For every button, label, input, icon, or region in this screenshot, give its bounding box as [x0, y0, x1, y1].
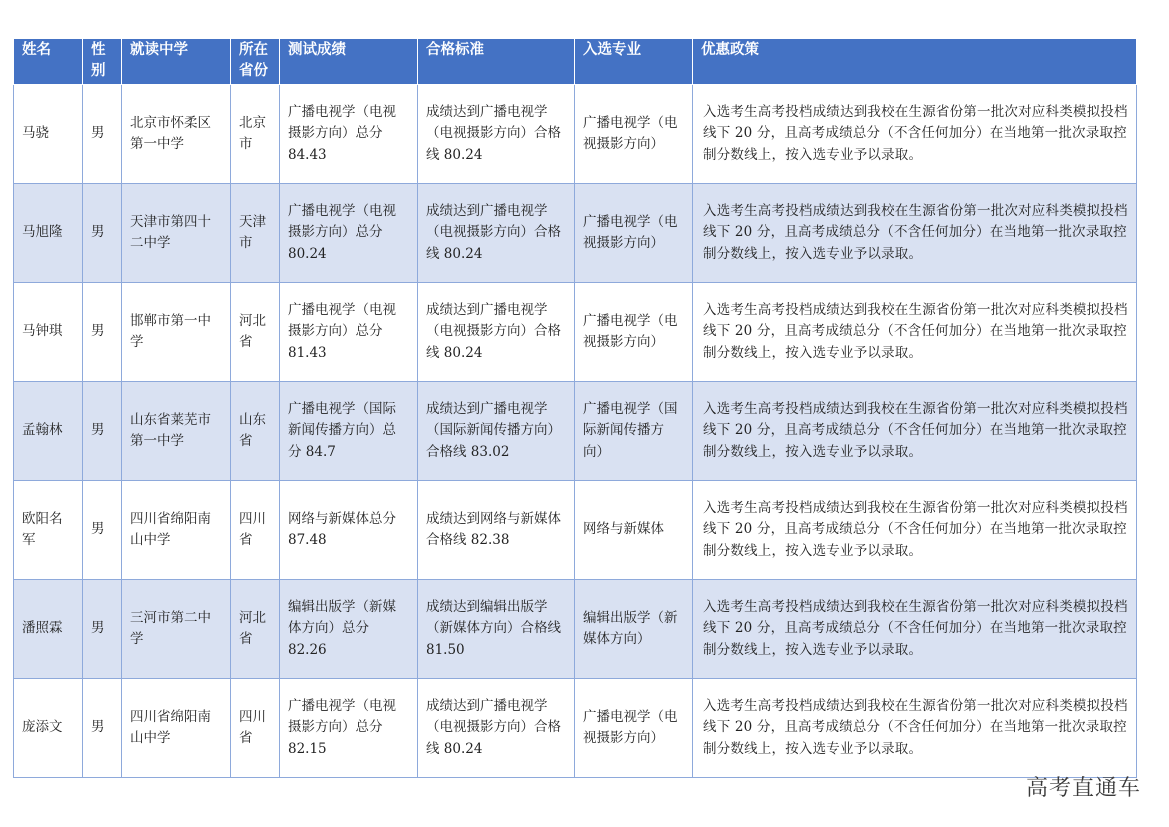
- cell-gender: 男: [83, 481, 122, 580]
- header-preferential-policy: 优惠政策: [693, 39, 1137, 85]
- table-row: [14, 184, 1137, 283]
- cell-province: 天津市: [231, 184, 280, 283]
- header-selected-major: 入选专业: [575, 39, 693, 85]
- cell-name: 欧阳名军: [14, 481, 83, 580]
- cell-province: 山东省: [231, 382, 280, 481]
- table-row: [14, 481, 1137, 580]
- header-school: 就读中学: [122, 39, 231, 85]
- cell-school: 北京市怀柔区第一中学: [122, 85, 231, 184]
- cell-selected-major: 网络与新媒体: [575, 481, 693, 580]
- cell-name: 庞添文: [14, 679, 83, 778]
- cell-passing-standard: 成绩达到广播电视学（电视摄影方向）合格线 80.24: [418, 85, 575, 184]
- header-test-score: 测试成绩: [280, 39, 418, 85]
- table-row: [14, 85, 1137, 184]
- cell-policy: 入选考生高考投档成绩达到我校在生源省份第一批次对应科类模拟投档线下 20 分，且高考成绩总分（不含任何加分）在当地第一批次录取控制分数线上，按入选专业予以录取。: [693, 481, 1137, 580]
- cell-gender: 男: [83, 679, 122, 778]
- cell-selected-major: 广播电视学（电视摄影方向）: [575, 184, 693, 283]
- cell-school: 四川省绵阳南山中学: [122, 679, 231, 778]
- cell-gender: 男: [83, 382, 122, 481]
- cell-province: 河北省: [231, 283, 280, 382]
- table-row: [14, 580, 1137, 679]
- cell-gender: 男: [83, 283, 122, 382]
- cell-school: 山东省莱芜市第一中学: [122, 382, 231, 481]
- cell-name: 孟翰林: [14, 382, 83, 481]
- cell-gender: 男: [83, 85, 122, 184]
- cell-policy: 入选考生高考投档成绩达到我校在生源省份第一批次对应科类模拟投档线下 20 分，且高考成绩总分（不含任何加分）在当地第一批次录取控制分数线上，按入选专业予以录取。: [693, 679, 1137, 778]
- watermark-text: 高考直通车: [1025, 776, 1141, 801]
- cell-gender: 男: [83, 580, 122, 679]
- cell-province: 四川省: [231, 679, 280, 778]
- cell-name: 潘照霖: [14, 580, 83, 679]
- cell-gender: 男: [83, 184, 122, 283]
- header-row: [14, 39, 1137, 85]
- cell-province: 四川省: [231, 481, 280, 580]
- cell-selected-major: 广播电视学（电视摄影方向）: [575, 283, 693, 382]
- cell-test-score: 广播电视学（电视摄影方向）总分 84.43: [280, 85, 418, 184]
- cell-test-score: 广播电视学（电视摄影方向）总分 80.24: [280, 184, 418, 283]
- cell-school: 三河市第二中学: [122, 580, 231, 679]
- cell-test-score: 广播电视学（国际新闻传播方向）总分 84.7: [280, 382, 418, 481]
- header-province: 所在省份: [231, 39, 280, 85]
- admission-table: [13, 38, 1137, 778]
- header-name: 姓名: [14, 39, 83, 85]
- cell-selected-major: 广播电视学（电视摄影方向）: [575, 679, 693, 778]
- cell-selected-major: 广播电视学（国际新闻传播方向）: [575, 382, 693, 481]
- cell-policy: 入选考生高考投档成绩达到我校在生源省份第一批次对应科类模拟投档线下 20 分，且高考成绩总分（不含任何加分）在当地第一批次录取控制分数线上，按入选专业予以录取。: [693, 283, 1137, 382]
- cell-school: 邯郸市第一中学: [122, 283, 231, 382]
- header-gender: 性别: [83, 39, 122, 85]
- cell-province: 河北省: [231, 580, 280, 679]
- header-passing-standard: 合格标准: [418, 39, 575, 85]
- table-row: [14, 283, 1137, 382]
- table-row: [14, 382, 1137, 481]
- cell-policy: 入选考生高考投档成绩达到我校在生源省份第一批次对应科类模拟投档线下 20 分，且高考成绩总分（不含任何加分）在当地第一批次录取控制分数线上，按入选专业予以录取。: [693, 184, 1137, 283]
- cell-passing-standard: 成绩达到广播电视学（电视摄影方向）合格线 80.24: [418, 184, 575, 283]
- cell-policy: 入选考生高考投档成绩达到我校在生源省份第一批次对应科类模拟投档线下 20 分，且高考成绩总分（不含任何加分）在当地第一批次录取控制分数线上，按入选专业予以录取。: [693, 85, 1137, 184]
- cell-name: 马骁: [14, 85, 83, 184]
- cell-passing-standard: 成绩达到广播电视学（电视摄影方向）合格线 80.24: [418, 283, 575, 382]
- table-row: [14, 679, 1137, 778]
- cell-test-score: 编辑出版学（新媒体方向）总分 82.26: [280, 580, 418, 679]
- cell-policy: 入选考生高考投档成绩达到我校在生源省份第一批次对应科类模拟投档线下 20 分，且高考成绩总分（不含任何加分）在当地第一批次录取控制分数线上，按入选专业予以录取。: [693, 580, 1137, 679]
- cell-test-score: 网络与新媒体总分 87.48: [280, 481, 418, 580]
- cell-passing-standard: 成绩达到广播电视学（电视摄影方向）合格线 80.24: [418, 679, 575, 778]
- cell-name: 马钟琪: [14, 283, 83, 382]
- cell-school: 四川省绵阳南山中学: [122, 481, 231, 580]
- cell-passing-standard: 成绩达到编辑出版学（新媒体方向）合格线 81.50: [418, 580, 575, 679]
- cell-test-score: 广播电视学（电视摄影方向）总分 81.43: [280, 283, 418, 382]
- cell-test-score: 广播电视学（电视摄影方向）总分 82.15: [280, 679, 418, 778]
- cell-school: 天津市第四十二中学: [122, 184, 231, 283]
- cell-selected-major: 编辑出版学（新媒体方向）: [575, 580, 693, 679]
- cell-passing-standard: 成绩达到广播电视学（国际新闻传播方向）合格线 83.02: [418, 382, 575, 481]
- cell-name: 马旭隆: [14, 184, 83, 283]
- cell-passing-standard: 成绩达到网络与新媒体合格线 82.38: [418, 481, 575, 580]
- cell-selected-major: 广播电视学（电视摄影方向）: [575, 85, 693, 184]
- cell-province: 北京市: [231, 85, 280, 184]
- cell-policy: 入选考生高考投档成绩达到我校在生源省份第一批次对应科类模拟投档线下 20 分，且高考成绩总分（不含任何加分）在当地第一批次录取控制分数线上，按入选专业予以录取。: [693, 382, 1137, 481]
